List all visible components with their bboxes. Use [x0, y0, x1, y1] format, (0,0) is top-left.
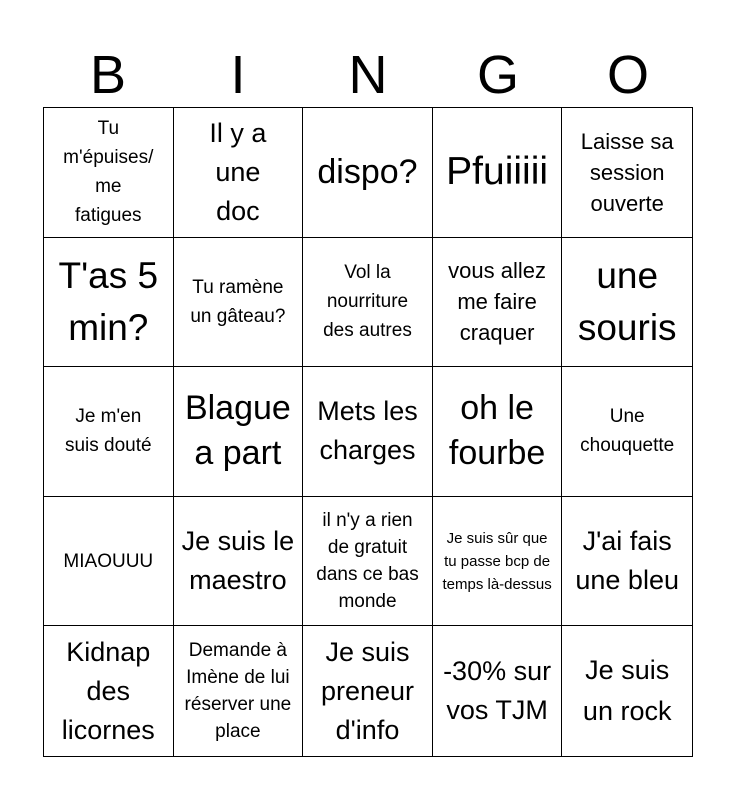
bingo-cell-r1-c5[interactable] — [562, 108, 692, 238]
bingo-cell-r4-c1[interactable] — [44, 497, 174, 627]
cell-text: T'as 5 min? — [58, 254, 159, 348]
cell-text: Je suis sûr que tu passe bcp de temps là-dessus — [442, 529, 552, 593]
bingo-header — [43, 40, 693, 108]
cell-text: Mets les charges — [317, 396, 418, 466]
bingo-cell-r1-c3[interactable] — [303, 108, 433, 238]
bingo-cell-r3-c5[interactable] — [562, 367, 692, 497]
bingo-cell-r3-c1[interactable] — [44, 367, 174, 497]
bingo-cell-r5-c5[interactable] — [562, 626, 692, 756]
bingo-cell-r2-c1[interactable] — [44, 238, 174, 368]
bingo-cell-r5-c1[interactable] — [44, 626, 174, 756]
cell-text: Laisse sa session ouverte — [580, 128, 674, 216]
header-letter-o: O — [606, 45, 649, 105]
bingo-cell-r3-c4[interactable] — [433, 367, 563, 497]
cell-text: Je suis le maestro — [181, 526, 295, 596]
cell-text: Une chouquette — [580, 406, 675, 457]
cell-text: -30% sur vos TJM — [443, 656, 552, 726]
cell-text: J'ai fais une bleu — [575, 526, 679, 596]
bingo-cell-r5-c2[interactable] — [174, 626, 304, 756]
bingo-cell-r1-c2[interactable] — [174, 108, 304, 238]
cell-text: Je m'en suis douté — [64, 406, 152, 457]
cell-text: oh le fourbe — [448, 389, 546, 473]
cell-text: dispo? — [317, 152, 418, 191]
bingo-cell-r5-c4[interactable] — [433, 626, 563, 756]
bingo-cell-r3-c2[interactable] — [174, 367, 304, 497]
header-letter-n: N — [348, 45, 388, 105]
bingo-cell-r5-c3[interactable] — [303, 626, 433, 756]
cell-text: Il y a une doc — [209, 117, 267, 226]
bingo-cell-r2-c4[interactable] — [433, 238, 563, 368]
cell-text: Pfuiiiii — [446, 150, 549, 194]
bingo-cell-r2-c5[interactable] — [562, 238, 692, 368]
cell-text: une souris — [577, 254, 677, 348]
cell-text: Tu m'épuises/ me fatigues — [63, 118, 154, 227]
cell-text: il n'y a rien de gratuit dans ce bas monde — [316, 510, 419, 613]
bingo-cell-r1-c4[interactable] — [433, 108, 563, 238]
cell-text: vous allez me faire craquer — [448, 258, 547, 346]
cell-text: Demande à Imène de lui réserver une place — [184, 640, 292, 743]
header-letter-i: I — [230, 45, 246, 105]
bingo-cell-r4-c2[interactable] — [174, 497, 304, 627]
cell-text: MIAOUUU — [63, 550, 154, 572]
bingo-cell-r1-c1[interactable] — [44, 108, 174, 238]
cell-text: Vol la nourriture des autres — [323, 262, 412, 342]
bingo-cell-r4-c3[interactable] — [303, 497, 433, 627]
cell-text: Je suis un rock — [582, 655, 672, 727]
header-letter-b: B — [89, 45, 127, 105]
cell-text: Kidnap des licornes — [61, 636, 155, 745]
bingo-board — [43, 107, 693, 757]
bingo-cell-r2-c3[interactable] — [303, 238, 433, 368]
cell-text: Tu ramène un gâteau? — [190, 276, 286, 327]
header-letter-g: G — [476, 45, 519, 105]
bingo-cell-r3-c3[interactable] — [303, 367, 433, 497]
bingo-cell-r4-c4[interactable] — [433, 497, 563, 627]
bingo-cell-r4-c5[interactable] — [562, 497, 692, 627]
cell-text: Blague a part — [184, 389, 291, 473]
bingo-cell-r2-c2[interactable] — [174, 238, 304, 368]
cell-text: Je suis preneur d'info — [320, 636, 415, 745]
